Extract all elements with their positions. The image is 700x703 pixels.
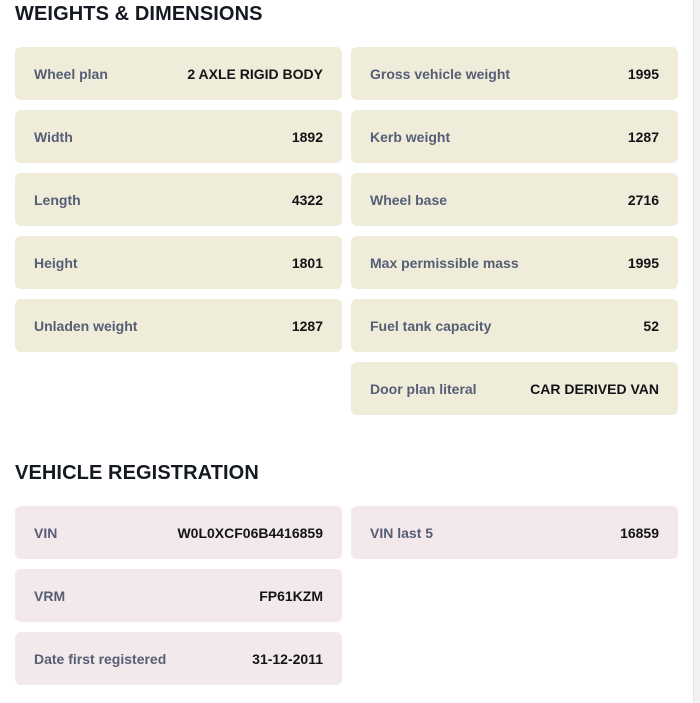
length-card bbox=[15, 173, 342, 226]
vin-last-5-value: 16859 bbox=[620, 524, 659, 541]
wheel-base-card bbox=[351, 173, 678, 226]
fuel-tank-capacity-value: 52 bbox=[643, 317, 659, 334]
vin-card bbox=[15, 506, 342, 559]
width-value: 1892 bbox=[291, 128, 323, 145]
wheel-plan-value: 2 AXLE RIGID BODY bbox=[187, 65, 323, 82]
width-card bbox=[15, 110, 342, 163]
height-value: 1801 bbox=[291, 254, 323, 271]
wheel-plan-card bbox=[15, 47, 342, 100]
gross-vehicle-weight-card bbox=[351, 47, 678, 100]
kerb-weight-card bbox=[351, 110, 678, 163]
unladen-weight-value: 1287 bbox=[291, 317, 323, 334]
vehicle-registration-heading: VEHICLE REGISTRATION bbox=[15, 462, 259, 484]
kerb-weight-value: 1287 bbox=[627, 128, 659, 145]
wheel-base-value: 2716 bbox=[627, 191, 659, 208]
fuel-tank-capacity-card bbox=[351, 299, 678, 352]
length-value: 4322 bbox=[291, 191, 323, 208]
unladen-weight-card bbox=[15, 299, 342, 352]
vrm-value: FP61KZM bbox=[259, 587, 323, 604]
date-first-registered-value: 31-12-2011 bbox=[252, 650, 323, 667]
height-card bbox=[15, 236, 342, 289]
vin-last-5-label: VIN last 5 bbox=[370, 524, 434, 541]
max-permissible-mass-label: Max permissible mass bbox=[370, 254, 519, 271]
date-first-registered-card bbox=[15, 632, 342, 685]
wheel-base-label: Wheel base bbox=[370, 191, 448, 208]
width-label: Width bbox=[34, 128, 73, 145]
vin-label: VIN bbox=[34, 524, 58, 541]
gross-vehicle-weight-value: 1995 bbox=[627, 65, 659, 82]
gross-vehicle-weight-label: Gross vehicle weight bbox=[370, 65, 511, 82]
vrm-label: VRM bbox=[34, 587, 66, 604]
door-plan-literal-card bbox=[351, 362, 678, 415]
height-label: Height bbox=[34, 254, 78, 271]
door-plan-literal-label: Door plan literal bbox=[370, 380, 477, 397]
vin-last-5-card bbox=[351, 506, 678, 559]
date-first-registered-label: Date first registered bbox=[34, 650, 167, 667]
page-scrollbar[interactable] bbox=[693, 0, 700, 703]
max-permissible-mass-card bbox=[351, 236, 678, 289]
vrm-card bbox=[15, 569, 342, 622]
door-plan-literal-value: CAR DERIVED VAN bbox=[530, 380, 659, 397]
max-permissible-mass-value: 1995 bbox=[627, 254, 659, 271]
length-label: Length bbox=[34, 191, 81, 208]
vin-value: W0L0XCF06B4416859 bbox=[177, 524, 323, 541]
weights-dimensions-heading: WEIGHTS & DIMENSIONS bbox=[15, 3, 263, 25]
unladen-weight-label: Unladen weight bbox=[34, 317, 138, 334]
fuel-tank-capacity-label: Fuel tank capacity bbox=[370, 317, 492, 334]
kerb-weight-label: Kerb weight bbox=[370, 128, 451, 145]
wheel-plan-label: Wheel plan bbox=[34, 65, 108, 82]
